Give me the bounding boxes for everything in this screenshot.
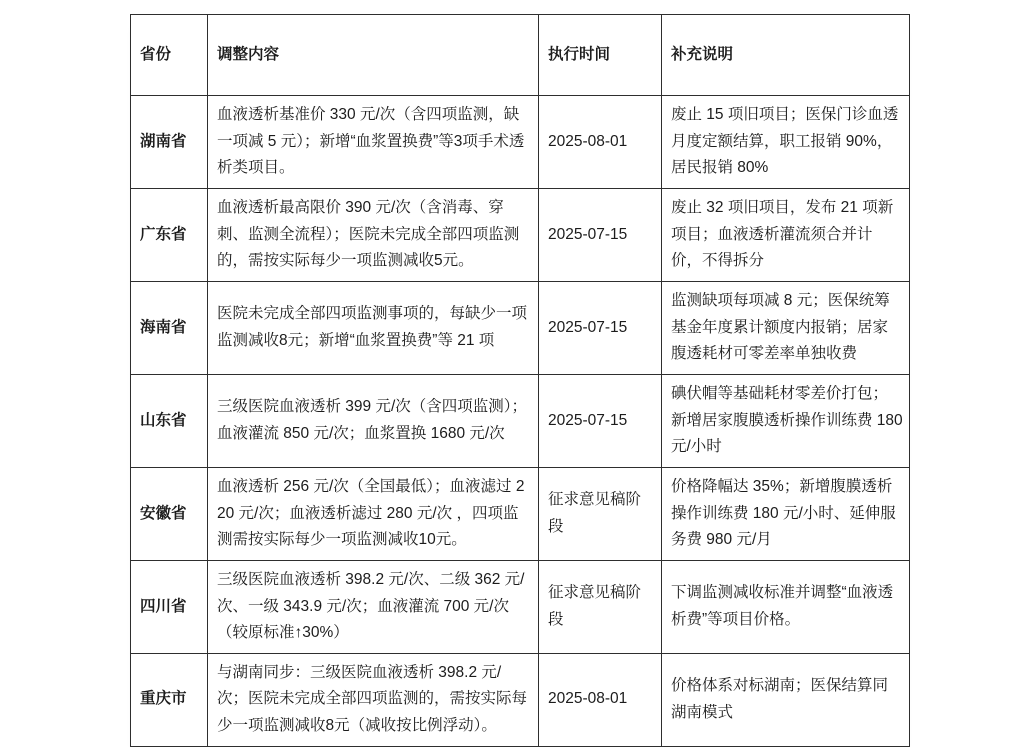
cell-time: 征求意见稿阶段: [539, 467, 662, 560]
cell-notes: 废止 32 项旧项目，发布 21 项新项目；血液透析灌流须合并计价，不得拆分: [662, 188, 910, 281]
cell-time: 2025-08-01: [539, 96, 662, 189]
cell-notes: 废止 15 项旧项目；医保门诊血透月度定额结算，职工报销 90%，居民报销 80%: [662, 96, 910, 189]
cell-content: 三级医院血液透析 398.2 元/次、二级 362 元/次、一级 343.9 元/次；血液灌流 700 元/次（较原标准↑30%）: [208, 560, 539, 653]
table-row-hunan: [131, 96, 910, 189]
cell-content: 血液透析基准价 330 元/次（含四项监测，缺一项减 5 元）；新增“血浆置换费”等3项手术透析类项目。: [208, 96, 539, 189]
cell-notes: 价格体系对标湖南；医保结算同湖南模式: [662, 653, 910, 746]
dialysis-price-table-container: [130, 14, 909, 747]
dialysis-price-table: [130, 14, 910, 747]
table-row-chongqing: [131, 653, 910, 746]
cell-time: 2025-07-15: [539, 374, 662, 467]
cell-province: 山东省: [131, 374, 208, 467]
cell-time: 2025-07-15: [539, 188, 662, 281]
table-row-anhui: [131, 467, 910, 560]
cell-time: 2025-07-15: [539, 281, 662, 374]
header-row: [131, 15, 910, 96]
header-province: 省份: [131, 15, 208, 96]
cell-notes: 碘伏帽等基础耗材零差价打包；新增居家腹膜透析操作训练费 180 元/小时: [662, 374, 910, 467]
cell-province: 湖南省: [131, 96, 208, 189]
cell-notes: 价格降幅达 35%；新增腹膜透析操作训练费 180 元/小时、延伸服务费 980 元/月: [662, 467, 910, 560]
header-content: 调整内容: [208, 15, 539, 96]
cell-province: 重庆市: [131, 653, 208, 746]
header-notes: 补充说明: [662, 15, 910, 96]
cell-province: 广东省: [131, 188, 208, 281]
cell-time: 2025-08-01: [539, 653, 662, 746]
cell-content: 三级医院血液透析 399 元/次（含四项监测）；血液灌流 850 元/次；血浆置换 1680 元/次: [208, 374, 539, 467]
table-row-hainan: [131, 281, 910, 374]
cell-notes: 监测缺项每项减 8 元；医保统筹基金年度累计额度内报销；居家腹透耗材可零差率单独收费: [662, 281, 910, 374]
cell-notes: 下调监测减收标准并调整“血液透析费”等项目价格。: [662, 560, 910, 653]
cell-province: 四川省: [131, 560, 208, 653]
cell-time: 征求意见稿阶段: [539, 560, 662, 653]
header-time: 执行时间: [539, 15, 662, 96]
cell-content: 医院未完成全部四项监测事项的，每缺少一项监测减收8元；新增“血浆置换费”等 21 项: [208, 281, 539, 374]
table-row-guangdong: [131, 188, 910, 281]
table-row-sichuan: [131, 560, 910, 653]
cell-content: 血液透析最高限价 390 元/次（含消毒、穿刺、监测全流程）；医院未完成全部四项监测的，需按实际每少一项监测减收5元。: [208, 188, 539, 281]
table-row-shandong: [131, 374, 910, 467]
cell-province: 海南省: [131, 281, 208, 374]
cell-content: 与湖南同步：三级医院血液透析 398.2 元/次；医院未完成全部四项监测的，需按实际每少一项监测减收8元（减收按比例浮动）。: [208, 653, 539, 746]
cell-province: 安徽省: [131, 467, 208, 560]
cell-content: 血液透析 256 元/次（全国最低）；血液滤过 220 元/次；血液透析滤过 280 元/次 ，四项监测需按实际每少一项监测减收10元。: [208, 467, 539, 560]
